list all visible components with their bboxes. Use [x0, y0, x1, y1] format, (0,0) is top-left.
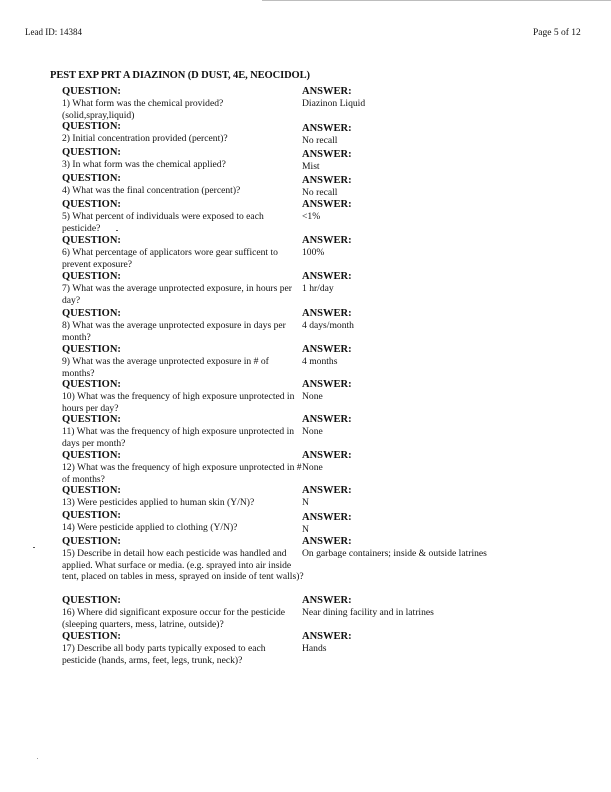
qa-item-17: [62, 631, 542, 666]
qa-item-8: [62, 308, 542, 343]
qa-item-7: [62, 271, 542, 306]
answer-label: ANSWER:: [302, 344, 352, 355]
qa-item-13: [62, 485, 542, 509]
question-text: 4) What was the final concentration (percent)?: [62, 185, 241, 196]
question-label: QUESTION:: [62, 595, 121, 606]
answer-label: ANSWER:: [302, 536, 352, 547]
question-text: 2) Initial concentration provided (percent)?: [62, 133, 228, 144]
question-text: 10) What was the frequency of high exposure unprotected in hours per day?: [62, 391, 295, 414]
answer-label: ANSWER:: [302, 235, 352, 246]
answer-label: ANSWER:: [302, 595, 352, 606]
answer-text: On garbage containers; inside & outside latrines: [302, 548, 487, 559]
answer-text: Near dining facility and in latrines: [302, 607, 434, 618]
scan-speck: [116, 230, 118, 231]
answer-text: 1 hr/day: [302, 283, 334, 294]
question-text: 16) Where did significant exposure occur for the pesticide (sleeping quarters, mess, latrine, outside)?: [62, 607, 286, 630]
answer-text: <1%: [302, 211, 321, 222]
qa-item-9: [62, 344, 542, 379]
qa-item-16: [62, 595, 542, 630]
qa-item-12: [62, 450, 542, 485]
answer-text: None: [302, 391, 323, 402]
scan-speck: [33, 547, 35, 548]
answer-text: None: [302, 462, 323, 473]
answer-text: N: [302, 497, 309, 508]
qa-item-5: [62, 199, 542, 234]
answer-text: No recall: [302, 135, 338, 146]
question-text: 9) What was the average unprotected exposure in # of months?: [62, 356, 269, 379]
qa-item-14: [62, 510, 542, 534]
qa-item-1: [62, 86, 542, 121]
question-label: QUESTION:: [62, 86, 121, 97]
question-text: 5) What percent of individuals were exposed to each pesticide?: [62, 211, 264, 234]
answer-label: ANSWER:: [302, 485, 352, 496]
answer-label: ANSWER:: [302, 86, 352, 97]
question-text: 8) What was the average unprotected exposure in days per month?: [62, 320, 286, 343]
question-label: QUESTION:: [62, 308, 121, 319]
question-text: 6) What percentage of applicators wore gear sufficent to prevent exposure?: [62, 247, 278, 270]
question-text: 14) Were pesticide applied to clothing (Y/N)?: [62, 522, 238, 533]
answer-text: 4 months: [302, 356, 338, 367]
lead-id: Lead ID: 14384: [25, 27, 82, 37]
question-label: QUESTION:: [62, 235, 121, 246]
answer-text: Hands: [302, 643, 327, 654]
question-label: QUESTION:: [62, 631, 121, 642]
question-label: QUESTION:: [62, 344, 121, 355]
qa-item-15: [62, 536, 542, 583]
answer-text: 100%: [302, 247, 325, 258]
qa-item-4: [62, 173, 542, 197]
question-label: QUESTION:: [62, 450, 121, 461]
page-number: Page 5 of 12: [533, 28, 581, 38]
answer-label: ANSWER:: [302, 123, 352, 134]
answer-label: ANSWER:: [302, 414, 352, 425]
qa-item-10: [62, 379, 542, 414]
answer-label: ANSWER:: [302, 450, 352, 461]
qa-item-3: [62, 147, 542, 171]
question-text: 7) What was the average unprotected exposure, in hours per day?: [62, 283, 292, 306]
scan-speck: [37, 758, 38, 759]
section-title: PEST EXP PRT A DIAZINON (D DUST, 4E, NEOCIDOL): [50, 70, 310, 81]
question-label: QUESTION:: [62, 271, 121, 282]
answer-text: Mist: [302, 161, 320, 172]
answer-text: 4 days/month: [302, 320, 354, 331]
question-label: QUESTION:: [62, 485, 121, 496]
qa-item-2: [62, 121, 542, 145]
answer-text: Diazinon Liquid: [302, 98, 366, 109]
answer-label: ANSWER:: [302, 512, 352, 523]
answer-text: N: [302, 524, 309, 535]
question-text: 11) What was the frequency of high exposure unprotected in days per month?: [62, 426, 295, 449]
question-text: 15) Describe in detail how each pesticide was handled and applied. What surface or media. (e.g. sprayed into air inside tent, placed on tables in mess, sprayed on inside of tent walls)?: [62, 548, 304, 583]
answer-label: ANSWER:: [302, 271, 352, 282]
question-text: 13) Were pesticides applied to human skin (Y/N)?: [62, 497, 255, 508]
question-text: 17) Describe all body parts typically exposed to each pesticide (hands, arms, feet, legs, trunk, neck)?: [62, 643, 266, 666]
answer-label: ANSWER:: [302, 199, 352, 210]
question-text: 3) In what form was the chemical applied?: [62, 159, 226, 170]
qa-item-11: [62, 414, 542, 449]
question-label: QUESTION:: [62, 414, 121, 425]
answer-label: ANSWER:: [302, 379, 352, 390]
answer-label: ANSWER:: [302, 175, 352, 186]
answer-label: ANSWER:: [302, 631, 352, 642]
answer-text: No recall: [302, 187, 338, 198]
question-label: QUESTION:: [62, 379, 121, 390]
question-label: QUESTION:: [62, 510, 121, 521]
answer-label: ANSWER:: [302, 149, 352, 160]
answer-text: None: [302, 426, 323, 437]
question-label: QUESTION:: [62, 147, 121, 158]
question-label: QUESTION:: [62, 199, 121, 210]
question-label: QUESTION:: [62, 173, 121, 184]
qa-item-6: [62, 235, 542, 270]
question-label: QUESTION:: [62, 121, 121, 132]
question-label: QUESTION:: [62, 536, 121, 547]
question-text: 12) What was the frequency of high exposure unprotected in # of months?: [62, 462, 302, 485]
scan-edge-line: [262, 0, 611, 1]
answer-label: ANSWER:: [302, 308, 352, 319]
question-text: 1) What form was the chemical provided?(solid,spray,liquid): [62, 98, 224, 121]
